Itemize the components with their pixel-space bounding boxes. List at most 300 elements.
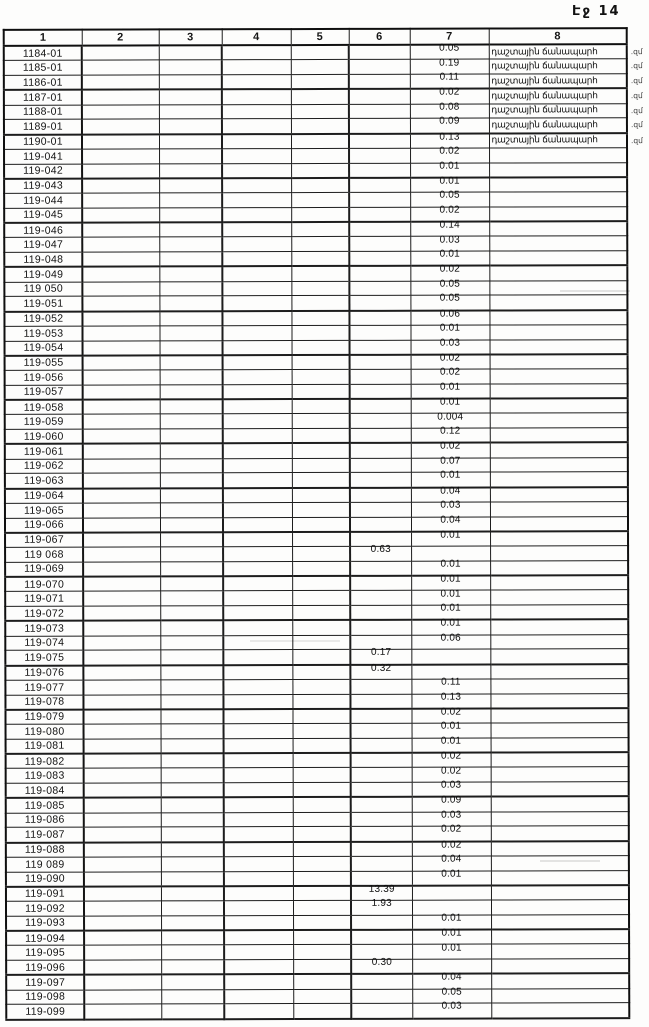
col6-value-cell [349, 104, 410, 119]
empty-cell [159, 163, 222, 178]
road-type-cell [490, 354, 628, 369]
row-id-cell: 119-095 [6, 945, 84, 960]
table-row [6, 737, 629, 753]
col6-value-cell [351, 738, 412, 753]
row-id-cell: 119-049 [4, 267, 82, 282]
row-id-cell: 119-072 [5, 606, 83, 621]
empty-cell [293, 812, 351, 827]
cell-value: 0.03 [441, 779, 462, 791]
cell-value: 0.01 [440, 558, 461, 570]
cell-value: 0.01 [441, 927, 462, 939]
road-type-cell [491, 870, 629, 885]
road-type-cell [490, 398, 628, 413]
road-type-cell [489, 192, 627, 207]
empty-cell [83, 399, 160, 414]
road-type-cell [491, 929, 629, 944]
empty-cell [291, 222, 349, 237]
row-id-cell: 119-092 [6, 901, 84, 916]
empty-cell [82, 134, 159, 149]
empty-cell [82, 119, 159, 134]
table-row [4, 88, 627, 104]
empty-cell [223, 517, 292, 532]
empty-cell [291, 104, 349, 119]
cell-value: 0.08 [439, 101, 460, 113]
road-type-cell [490, 428, 628, 443]
empty-cell [161, 930, 224, 945]
empty-cell [222, 163, 291, 178]
road-type-cell [490, 369, 628, 384]
empty-cell [223, 340, 292, 355]
empty-cell [161, 842, 224, 857]
empty-cell [84, 753, 161, 768]
empty-cell [159, 148, 222, 163]
empty-cell [161, 974, 224, 989]
margin-note: .զմ [630, 91, 643, 101]
empty-cell [293, 886, 351, 901]
cell-value: 0.17 [370, 647, 392, 659]
empty-cell [293, 871, 351, 886]
empty-cell [292, 384, 350, 399]
empty-cell [291, 251, 349, 266]
road-type-cell [490, 516, 628, 531]
empty-cell [223, 532, 292, 547]
empty-cell [82, 252, 159, 267]
empty-cell [159, 89, 222, 104]
cell-value: 0.13 [439, 131, 460, 143]
col6-value-cell [349, 266, 410, 281]
row-id-cell: 119-047 [4, 237, 82, 252]
empty-cell [84, 989, 161, 1004]
table-row [4, 265, 627, 281]
road-type-cell [491, 973, 629, 988]
empty-cell [291, 178, 349, 193]
empty-cell [83, 370, 160, 385]
empty-cell [161, 1004, 224, 1019]
row-id-cell: 119-071 [5, 591, 83, 606]
table-row [5, 442, 628, 458]
table-row [6, 929, 629, 945]
empty-cell [159, 45, 222, 60]
road-type-cell [490, 472, 628, 487]
col6-value-cell [350, 605, 411, 620]
empty-cell [160, 591, 223, 606]
empty-cell [224, 871, 293, 886]
empty-cell [159, 119, 222, 134]
cell-value: 0.03 [439, 337, 461, 349]
empty-cell [222, 207, 291, 222]
table-row [4, 103, 627, 119]
margin-note: .զմ [630, 61, 643, 71]
row-id-cell: 1187-01 [4, 90, 82, 105]
empty-cell [224, 768, 293, 783]
empty-cell [291, 325, 349, 340]
road-type-cell [491, 885, 629, 900]
empty-cell [292, 650, 350, 665]
table-row [4, 59, 627, 75]
table-row [4, 177, 627, 193]
row-id-cell: 119-078 [5, 695, 83, 710]
empty-cell [293, 768, 351, 783]
row-id-cell: 119-055 [5, 355, 83, 370]
cell-value: 0.01 [439, 160, 460, 172]
empty-cell [292, 635, 350, 650]
empty-cell [83, 591, 160, 606]
empty-cell [82, 237, 159, 252]
cell-value: 0.01 [441, 942, 462, 954]
table-row [5, 369, 628, 385]
row-id-cell: 119 089 [6, 857, 84, 872]
empty-cell [224, 856, 293, 871]
empty-cell [83, 429, 160, 444]
row-id-cell: 119-060 [5, 429, 83, 444]
cell-value: 0.03 [441, 1000, 462, 1013]
empty-cell [161, 856, 224, 871]
table-row [6, 796, 629, 812]
table-row [5, 501, 628, 517]
table-row [6, 767, 629, 783]
empty-cell [83, 635, 160, 650]
col6-value-cell [349, 325, 410, 340]
table-row [6, 959, 629, 975]
empty-cell [161, 783, 224, 798]
road-type-cell [491, 796, 629, 811]
road-type-cell [489, 221, 627, 236]
row-id-cell: 119-059 [5, 414, 83, 429]
empty-cell [291, 148, 349, 163]
empty-cell [293, 900, 351, 915]
col6-value-cell [350, 384, 411, 399]
empty-cell [224, 1004, 293, 1019]
empty-cell [83, 665, 160, 680]
col7-value-cell [412, 885, 491, 900]
table-row [4, 324, 627, 340]
empty-cell [292, 605, 350, 620]
empty-cell [159, 193, 222, 208]
row-id-cell: 119-069 [5, 562, 83, 577]
empty-cell [160, 606, 223, 621]
empty-cell [222, 45, 291, 60]
table-row [5, 398, 628, 414]
empty-cell [82, 326, 159, 341]
col6-value-cell [351, 723, 412, 738]
cell-value: 0.03 [441, 809, 462, 821]
empty-cell [224, 930, 293, 945]
row-id-cell: 119-042 [4, 164, 82, 179]
empty-cell [293, 989, 351, 1004]
cell-value: 0.05 [439, 42, 460, 54]
empty-cell [292, 664, 350, 679]
road-type-cell [491, 723, 629, 738]
empty-cell [159, 266, 222, 281]
empty-cell [293, 841, 351, 856]
table-wrapper [3, 27, 643, 1020]
col6-value-cell [350, 502, 411, 517]
empty-cell [161, 827, 224, 842]
empty-cell [292, 502, 350, 517]
table-row [5, 678, 628, 694]
row-id-cell: 119-052 [4, 311, 82, 326]
empty-cell [292, 620, 350, 635]
road-type-cell [489, 236, 627, 251]
empty-cell [224, 812, 293, 827]
table-row [4, 295, 627, 311]
col6-value-cell [351, 930, 412, 945]
margin-note: .զմ [630, 120, 643, 130]
cell-value: 0.02 [439, 145, 460, 157]
empty-cell [223, 429, 292, 444]
road-type-cell [489, 162, 627, 177]
empty-cell [84, 886, 161, 901]
row-id-cell: 119-051 [4, 296, 82, 311]
table-row [6, 973, 629, 989]
cell-value: 0.06 [440, 632, 461, 644]
empty-cell [83, 488, 160, 503]
road-type-cell [489, 177, 627, 192]
cell-value: 0.01 [440, 396, 461, 408]
row-id-cell: 119-086 [6, 813, 84, 828]
road-type-cell [491, 826, 629, 841]
row-id-cell: 119-064 [5, 488, 83, 503]
col6-value-cell [350, 694, 411, 709]
empty-cell [292, 369, 350, 384]
empty-cell [83, 340, 160, 355]
cell-value: 0.01 [440, 720, 462, 733]
empty-cell [224, 945, 293, 960]
empty-cell [82, 104, 159, 119]
empty-cell [83, 355, 160, 370]
empty-cell [222, 119, 291, 134]
cell-value: 0.02 [441, 839, 462, 851]
row-id-cell: 119-074 [5, 636, 83, 651]
table-row [4, 251, 627, 267]
empty-cell [159, 325, 222, 340]
cell-value: 0.05 [439, 278, 461, 290]
row-id-cell: 119 050 [4, 282, 82, 297]
empty-cell [83, 503, 160, 518]
col6-value-cell [350, 576, 411, 591]
col6-value-cell [351, 974, 412, 989]
road-type-cell [490, 442, 628, 457]
col6-value-cell [349, 60, 410, 75]
empty-cell [160, 429, 223, 444]
margin-note: .զմ [630, 105, 643, 115]
empty-cell [293, 1004, 351, 1019]
row-id-cell: 119-088 [6, 842, 84, 857]
road-type-cell [491, 841, 629, 856]
road-type-cell: դաշտային ճանապարհ .զմ [489, 44, 627, 59]
column-header: 1 [4, 30, 82, 46]
empty-cell [224, 827, 293, 842]
row-id-cell: 119 068 [5, 547, 83, 562]
row-id-cell: 1186-01 [4, 75, 82, 90]
empty-cell [82, 208, 159, 223]
empty-cell [292, 576, 350, 591]
empty-cell [161, 724, 224, 739]
table-row [5, 428, 628, 444]
empty-cell [84, 1004, 161, 1019]
table-row [6, 826, 629, 842]
col6-value-cell [351, 841, 412, 856]
cell-value: 0.02 [440, 750, 462, 762]
empty-cell [222, 222, 291, 237]
empty-cell [292, 517, 350, 532]
empty-cell [82, 45, 159, 60]
empty-cell [223, 384, 292, 399]
empty-cell [291, 74, 349, 89]
row-id-cell: 119-093 [6, 916, 84, 931]
cell-value: 0.02 [441, 823, 462, 836]
empty-cell [84, 901, 161, 916]
col6-value-cell [349, 178, 410, 193]
empty-cell [84, 798, 161, 813]
empty-cell [159, 296, 222, 311]
empty-cell [83, 517, 160, 532]
empty-cell [224, 753, 293, 768]
cell-value: 13.39 [368, 883, 395, 895]
empty-cell [84, 960, 161, 975]
empty-cell [160, 679, 223, 694]
empty-cell [222, 134, 291, 149]
col6-value-cell [350, 620, 411, 635]
empty-cell [291, 266, 349, 281]
empty-cell [224, 886, 293, 901]
empty-cell [84, 812, 161, 827]
road-type-cell [489, 310, 627, 325]
road-type-cell [489, 206, 627, 221]
empty-cell [161, 915, 224, 930]
col7-value-cell [411, 531, 490, 546]
col6-value-cell [350, 591, 411, 606]
empty-cell [222, 237, 291, 252]
column-header: 2 [82, 29, 159, 45]
empty-cell [161, 886, 224, 901]
cell-value: 0.09 [441, 794, 462, 807]
empty-cell [82, 267, 159, 282]
empty-cell [292, 443, 350, 458]
table-row [4, 280, 627, 296]
empty-cell [223, 443, 292, 458]
cell-value: 0.01 [440, 529, 461, 541]
empty-cell [223, 547, 292, 562]
cell-value: 0.01 [439, 175, 460, 187]
empty-cell [83, 458, 160, 473]
road-type-cell [491, 1003, 629, 1018]
road-type-cell: դաշտային ճանապարհ .զմ [489, 118, 627, 133]
row-id-cell: 119-087 [6, 827, 84, 842]
empty-cell [293, 856, 351, 871]
road-type-cell [490, 590, 628, 605]
empty-cell [84, 930, 161, 945]
empty-cell [160, 340, 223, 355]
cell-value: 0.11 [439, 71, 460, 83]
empty-cell [161, 738, 224, 753]
road-type-cell: դաշտային ճանապարհ .զմ [489, 59, 627, 74]
empty-cell [160, 473, 223, 488]
empty-cell [291, 192, 349, 207]
cell-value: 0.02 [439, 204, 460, 216]
road-type-cell [490, 619, 628, 634]
empty-cell [83, 650, 160, 665]
empty-cell [222, 178, 291, 193]
empty-cell [83, 444, 160, 459]
empty-cell [161, 797, 224, 812]
empty-cell [222, 193, 291, 208]
table-row [5, 472, 628, 488]
empty-cell [159, 281, 222, 296]
row-id-cell: 1188-01 [4, 105, 82, 120]
table-row [4, 162, 627, 178]
table-row [5, 339, 628, 355]
empty-cell [160, 458, 223, 473]
road-type-cell: դաշտային ճանապարհ .զմ [489, 103, 627, 118]
empty-cell [83, 532, 160, 547]
row-id-cell: 119-090 [6, 872, 84, 887]
col6-value-cell [349, 119, 410, 134]
empty-cell [224, 842, 293, 857]
table-row [6, 988, 629, 1004]
row-id-cell: 119-062 [5, 459, 83, 474]
row-id-cell: 119-061 [5, 444, 83, 459]
empty-cell [223, 650, 292, 665]
col6-value-cell [349, 163, 410, 178]
empty-cell [223, 576, 292, 591]
col7-value-cell [411, 632, 490, 650]
empty-cell [161, 989, 224, 1004]
col6-value-cell [349, 192, 410, 207]
cell-value: 0.03 [439, 234, 460, 246]
table-row [5, 708, 628, 724]
col6-value-cell [351, 797, 412, 812]
empty-cell [293, 915, 351, 930]
col7-value-cell [412, 944, 491, 959]
row-id-cell: 1189-01 [4, 119, 82, 134]
data-table [3, 27, 643, 1020]
empty-cell [292, 458, 350, 473]
cell-value: 0.14 [439, 219, 460, 231]
empty-cell [222, 148, 291, 163]
empty-cell [160, 399, 223, 414]
cell-value: 0.04 [441, 971, 462, 984]
empty-cell [223, 709, 292, 724]
empty-cell [223, 458, 292, 473]
table-row [5, 516, 628, 532]
empty-cell [292, 694, 350, 709]
col6-value-cell [350, 443, 411, 458]
empty-cell [83, 709, 160, 724]
table-row [5, 531, 628, 547]
empty-cell [293, 753, 351, 768]
row-id-cell: 119-080 [6, 724, 84, 739]
empty-cell [83, 385, 160, 400]
row-id-cell: 119-076 [5, 665, 83, 680]
table-row [4, 192, 627, 208]
col6-value-cell [350, 517, 411, 532]
table-row [5, 619, 628, 635]
empty-cell [293, 827, 351, 842]
row-id-cell: 119-048 [4, 252, 82, 267]
cell-value: 0.01 [440, 469, 461, 482]
empty-cell [224, 724, 293, 739]
cell-value: 0.01 [439, 322, 461, 334]
empty-cell [83, 473, 160, 488]
row-id-cell: 1190-01 [4, 134, 82, 149]
table-row [4, 74, 627, 90]
col6-value-cell [349, 310, 410, 325]
col6-value-cell [351, 856, 412, 871]
table-row [6, 855, 629, 871]
empty-cell [224, 974, 293, 989]
empty-cell [161, 768, 224, 783]
